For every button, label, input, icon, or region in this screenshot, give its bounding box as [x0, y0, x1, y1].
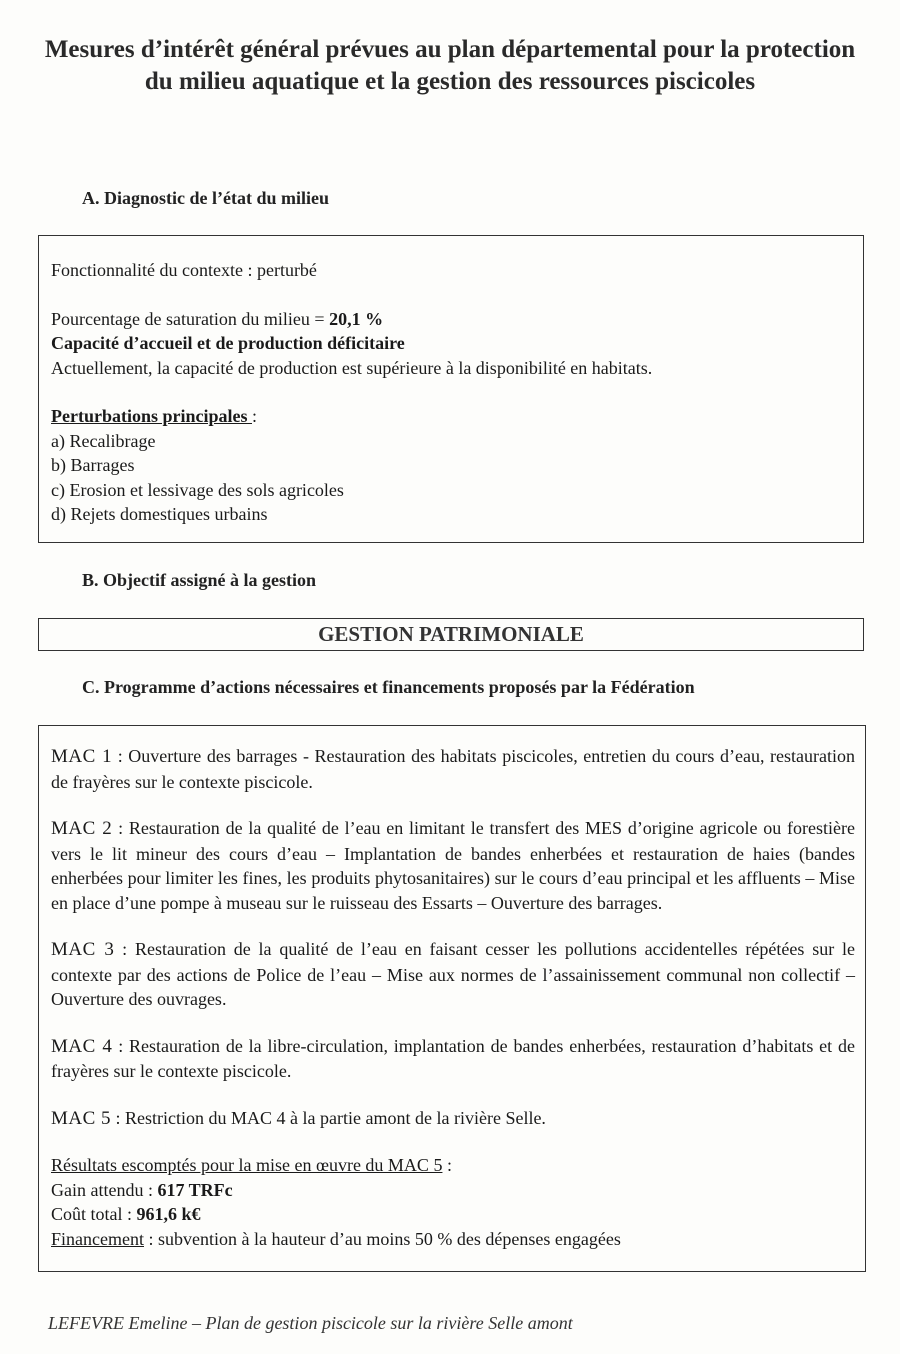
section-c-heading: C. Programme d’actions nécessaires et financements proposés par la Fédération	[82, 677, 695, 697]
mac-text: : Restauration de la libre-circulation, implantation de bandes enherbées, restauration d’habitats et de frayères sur le contexte piscicole.	[51, 1035, 855, 1081]
perturbation-item: c) Erosion et lessivage des sols agricoles	[51, 479, 344, 500]
cout-line	[51, 1202, 855, 1227]
gain-line	[51, 1178, 855, 1203]
gain-label: Gain attendu :	[51, 1179, 158, 1200]
mac-text: : Restauration de la qualité de l’eau en faisant cesser les pollutions accidentelles répétées sur le contexte par des actions de Police de l’eau – Mise aux normes de l’assainissement communal non collectif – Ouverture des ouvrages.	[51, 939, 855, 1009]
perturbation-item: d) Rejets domestiques urbains	[51, 504, 268, 524]
mac-key: MAC 2	[51, 818, 113, 839]
financement-line	[51, 1227, 855, 1252]
section-a-heading: A. Diagnostic de l’état du milieu	[82, 188, 329, 208]
resultats-heading	[51, 1153, 855, 1178]
capacite-text: Capacité d’accueil et de production déficitaire	[51, 333, 405, 353]
saturation-label: Pourcentage de saturation du milieu =	[51, 308, 330, 329]
page-footer: LEFEVRE Emeline – Plan de gestion piscicole sur la rivière Selle amont	[48, 1313, 573, 1333]
mac-key: MAC 5	[51, 1107, 112, 1129]
mac-item	[51, 937, 855, 1012]
mac-text: : Ouverture des barrages - Restauration des habitats piscicoles, entretien du cours d’eau, restauration de frayères sur le contexte piscicole.	[51, 746, 855, 792]
mac-key: MAC 1	[51, 746, 113, 767]
actuellement-text: Actuellement, la capacité de production est supérieure à la disponibilité en habitats.	[51, 357, 653, 378]
page-title: Mesures d’intérêt général prévues au plan départemental pour la protection du milieu aquatique et la gestion des ressources piscicoles	[44, 36, 856, 95]
perturbations-colon: :	[252, 406, 258, 426]
cout-value: 961,6 k€	[136, 1204, 201, 1224]
saturation-line	[51, 307, 851, 332]
mac-key: MAC 3	[51, 939, 115, 960]
mac-item	[51, 816, 855, 915]
programme-box	[38, 725, 866, 1272]
perturbation-item: b) Barrages	[51, 455, 135, 475]
mac-key: MAC 4	[51, 1035, 113, 1057]
mac-text: : Restauration de la qualité de l’eau en limitant le transfert des MES d’origine agricole ou forestière vers le lit mineur des cours d’eau – Implantation de bandes enherbées et restauration de haies (bandes enherbées pour limiter les fines, les produits phytosanitaires) sur le cours d’eau principal et les affluents – Mise en place d’une pompe à museau sur le ruisseau des Essarts – Ouverture des barrages.	[51, 818, 856, 913]
gestion-box: GESTION PATRIMONIALE	[38, 618, 864, 651]
diagnostic-box	[38, 235, 864, 543]
mac-item	[51, 1106, 855, 1132]
cout-label: Coût total :	[51, 1204, 137, 1224]
perturbations-title: Perturbations principales	[51, 406, 252, 426]
perturbations-heading	[51, 404, 851, 429]
section-b-heading: B. Objectif assigné à la gestion	[82, 570, 316, 590]
fonctionnalite-text: Fonctionnalité du contexte : perturbé	[51, 260, 317, 280]
resultats-title: Résultats escomptés pour la mise en œuvre du MAC 5	[51, 1155, 443, 1175]
mac-item	[51, 1034, 855, 1084]
financement-text: : subvention à la hauteur d’au moins 50 % des dépenses engagées	[143, 1228, 621, 1249]
gain-value: 617 TRFc	[157, 1179, 233, 1200]
mac-text: : Restriction du MAC 4 à la partie amont de la rivière Selle.	[111, 1107, 546, 1128]
mac-item	[51, 744, 855, 794]
resultats-colon: :	[442, 1155, 452, 1175]
financement-label: Financement	[51, 1228, 144, 1249]
perturbation-item: a) Recalibrage	[51, 430, 156, 451]
saturation-value: 20,1 %	[329, 308, 384, 329]
